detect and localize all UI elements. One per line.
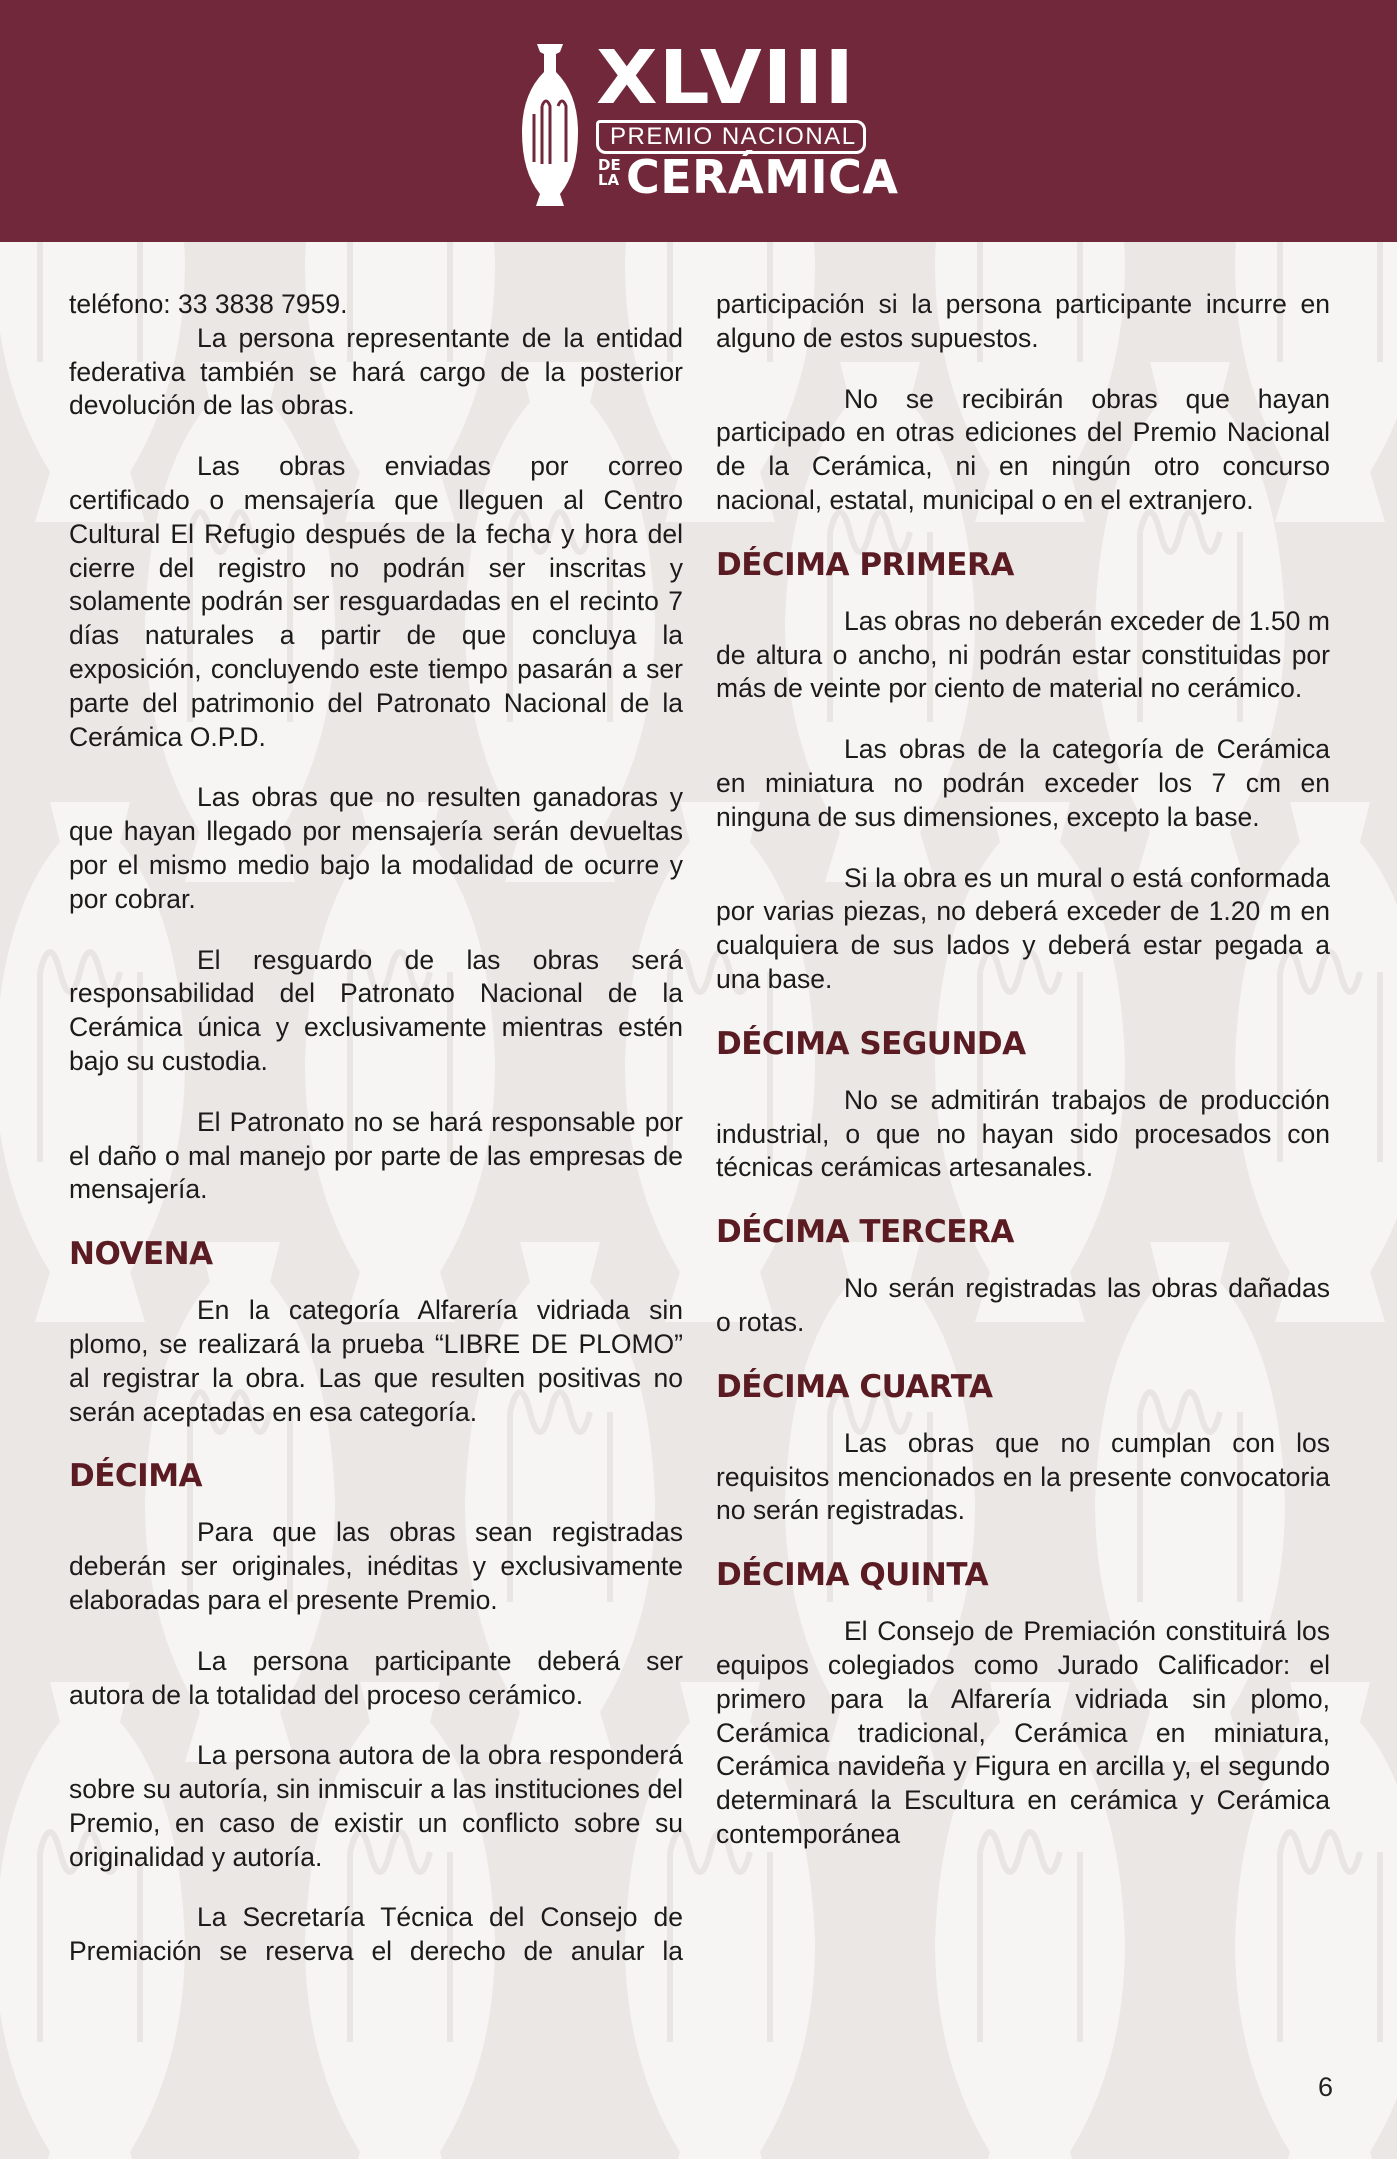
paragraph-resguardo: El resguardo de las obras será responsabilidad del Patronato Nacional de la Cerámica única y exclusivamente mientras estén bajo su custodia. <box>69 944 683 1076</box>
paragraph-dimensiones: Las obras no deberán exceder de 1.50 m de altura o ancho, ni podrán estar constituidas por más de veinte por ciento de material no cerámico. <box>716 605 1330 704</box>
paragraph-libre-de-plomo: En la categoría Alfarería vidriada sin plomo, se realizará la prueba “LIBRE DE PLOMO” al registrar la obra. Las que resulten positivas no serán aceptadas en esa categoría. <box>69 1295 683 1427</box>
header-banner <box>0 0 1397 242</box>
paragraph-no-ganadoras: Las obras que no resulten ganadoras y que hayan llegado por mensajería serán devueltas por el mismo medio bajo la modalidad de ocurre y por cobrar. <box>69 782 683 914</box>
logo-edition: XLVIII <box>596 35 856 121</box>
paragraph-danadas: No serán registradas las obras dañadas o rotas. <box>716 1273 1330 1337</box>
paragraph-autora: La persona participante deberá ser autora de la totalidad del proceso cerámico. <box>69 1645 683 1710</box>
section-heading-decima-quinta: DÉCIMA QUINTA <box>716 1557 989 1594</box>
section-heading-decima: DÉCIMA <box>69 1458 203 1495</box>
logo-ceramica: CERÁMICA <box>626 150 899 204</box>
logo <box>520 35 899 206</box>
section-heading-decima-segunda: DÉCIMA SEGUNDA <box>716 1025 1026 1062</box>
section-heading-novena: NOVENA <box>69 1236 213 1273</box>
left-column <box>69 288 683 1996</box>
paragraph-anular: La Secretaría Técnica del Consejo de Premiación se reserva el derecho de anular la <box>69 1902 683 1967</box>
paragraph-telefono: teléfono: 33 3838 7959. <box>69 289 348 319</box>
paragraph-otras-ediciones: No se recibirán obras que hayan participado en otras ediciones del Premio Nacional de la Cerámica, ni en ningún otro concurso nacional, estatal, municipal o en el extranjero. <box>716 383 1330 515</box>
vase-icon <box>520 44 580 206</box>
logo-prefix-de: DE <box>598 156 621 174</box>
paragraph-correo-certificado: Las obras enviadas por correo certificado o mensajería que lleguen al Centro Cultural El Refugio después de la fecha y hora del cierre del registro no podrán ser inscritas y solamente podrán ser resguardadas en el recinto 7 días naturales a partir de que concluya la exposición, concluyendo este tiempo pasarán a ser parte del patrimonio del Patronato Nacional de la Cerámica O.P.D. <box>69 451 683 752</box>
page-number: 6 <box>1318 2072 1334 2102</box>
paragraph-mural: Si la obra es un mural o está conformada por varias piezas, no deberá exceder de 1.20 m en cualquiera de sus lados y deberá estar pegada a una base. <box>716 862 1330 994</box>
paragraph-supuestos: participación si la persona participante incurre en alguno de estos supuestos. <box>716 289 1330 353</box>
paragraph-miniatura: Las obras de la categoría de Cerámica en miniatura no podrán exceder los 7 cm en ninguna de sus dimensiones, excepto la base. <box>716 734 1330 832</box>
section-heading-decima-primera: DÉCIMA PRIMERA <box>716 546 1014 583</box>
right-column <box>716 288 1330 1879</box>
paragraph-devolucion: La persona representante de la entidad federativa también se hará cargo de la posterior devolución de las obras. <box>69 322 683 421</box>
paragraph-requisitos: Las obras que no cumplan con los requisitos mencionados en la presente convocatoria no serán registradas. <box>716 1427 1330 1526</box>
paragraph-originales: Para que las obras sean registradas deberán ser originales, inéditas y exclusivamente elaboradas para el presente Premio. <box>69 1517 683 1615</box>
logo-premio-nacional: PREMIO NACIONAL <box>610 123 857 150</box>
paragraph-consejo-premiacion: El Consejo de Premiación constituirá los equipos colegiados como Jurado Calificador: el primero para la Alfarería vidriada sin plomo, Cerámica tradicional, Cerámica en miniatura, Cerámica navideña y Figura en arcilla y, el segundo determinará la Escultura en cerámica y Cerámica contemporánea <box>716 1616 1330 1849</box>
paragraph-autoria: La persona autora de la obra responderá sobre su autoría, sin inmiscuir a las instituciones del Premio, en caso de existir un conflicto sobre su originalidad y autoría. <box>69 1740 683 1872</box>
logo-prefix <box>598 158 620 188</box>
logo-prefix-la: LA <box>598 171 620 189</box>
section-heading-decima-tercera: DÉCIMA TERCERA <box>716 1214 1014 1251</box>
paragraph-produccion-industrial: No se admitirán trabajos de producción industrial, o que no hayan sido procesados con técnicas cerámicas artesanales. <box>716 1084 1330 1183</box>
paragraph-mensajeria: El Patronato no se hará responsable por el daño o mal manejo por parte de las empresas de mensajería. <box>69 1106 683 1205</box>
section-heading-decima-cuarta: DÉCIMA CUARTA <box>716 1368 993 1405</box>
